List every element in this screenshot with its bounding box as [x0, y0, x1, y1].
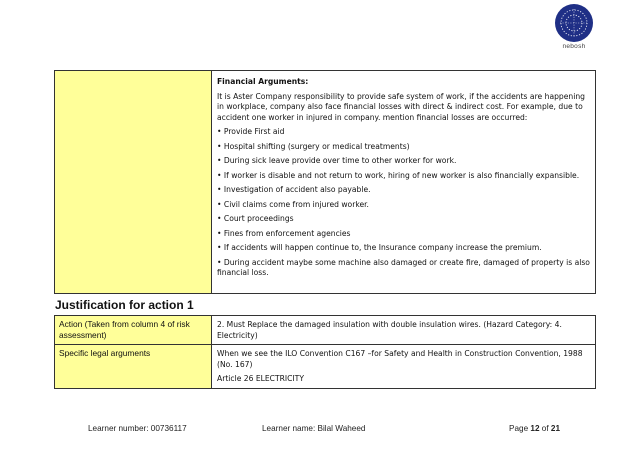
legal-text: When we see the ILO Convention C167 –for Safety and Health in Construction Convention, 1988 (No. 167): [217, 349, 583, 369]
list-item: • During sick leave provide over time to other worker for work.: [217, 156, 457, 165]
globe-icon: [555, 4, 593, 42]
table-row: [55, 345, 596, 389]
list-item: • If accidents will happen continue to, the Insurance company increase the premium.: [217, 243, 542, 252]
list-item: • Court proceedings: [217, 214, 294, 223]
page-current: 12: [530, 424, 540, 433]
label-cell: [55, 345, 212, 389]
label-cell: [55, 71, 212, 294]
list-item: • Hospital shifting (surgery or medical treatments): [217, 141, 410, 151]
table-row: [55, 316, 596, 345]
financial-arguments-heading: Financial Arguments:: [217, 77, 309, 86]
content-cell: [212, 316, 596, 345]
learner-number: Learner number: 00736117: [88, 424, 187, 433]
list-item: • During accident maybe some machine also damaged or create fire, damaged of property is also financial loss.: [217, 257, 590, 277]
learner-name: Learner name: Bilal Waheed: [262, 424, 366, 433]
section-title: Justification for action 1: [55, 298, 194, 312]
justification-table: [54, 315, 596, 389]
action-label: Action (Taken from column 4 of risk assessment): [59, 319, 190, 340]
legal-text: Article 26 ELECTRICITY: [217, 374, 304, 383]
legal-arguments-label: Specific legal arguments: [59, 348, 151, 358]
page-number: [509, 424, 560, 433]
page-prefix: Page: [509, 424, 531, 433]
financial-arguments-table: [54, 70, 596, 294]
list-item: • Fines from enforcement agencies: [217, 228, 351, 238]
list-item: • Civil claims come from injured worker.: [217, 199, 369, 209]
list-item: • Investigation of accident also payable.: [217, 185, 371, 194]
label-cell: [55, 316, 212, 345]
page-separator: of: [539, 424, 551, 433]
list-item: • Provide First aid: [217, 127, 285, 136]
list-item: • If worker is disable and not return to work, hiring of new worker is also financially expansible.: [217, 170, 580, 180]
nebosh-logo: [554, 4, 594, 56]
content-cell: [212, 345, 596, 389]
table-row: [55, 71, 596, 294]
logo-text: nebosh: [562, 43, 586, 50]
paragraph: It is Aster Company responsibility to provide safe system of work, if the accidents are happening in workplace, company also face financial losses with direct & indirect cost. For example, due to accident one worker in injured in company. mention financial losses are occurred:: [217, 91, 585, 122]
content-cell: [212, 71, 596, 294]
page-total: 21: [550, 424, 561, 433]
action-text: 2. Must Replace the damaged insulation with double insulation wires. (Hazard Category: 4. Electricity): [217, 320, 562, 340]
